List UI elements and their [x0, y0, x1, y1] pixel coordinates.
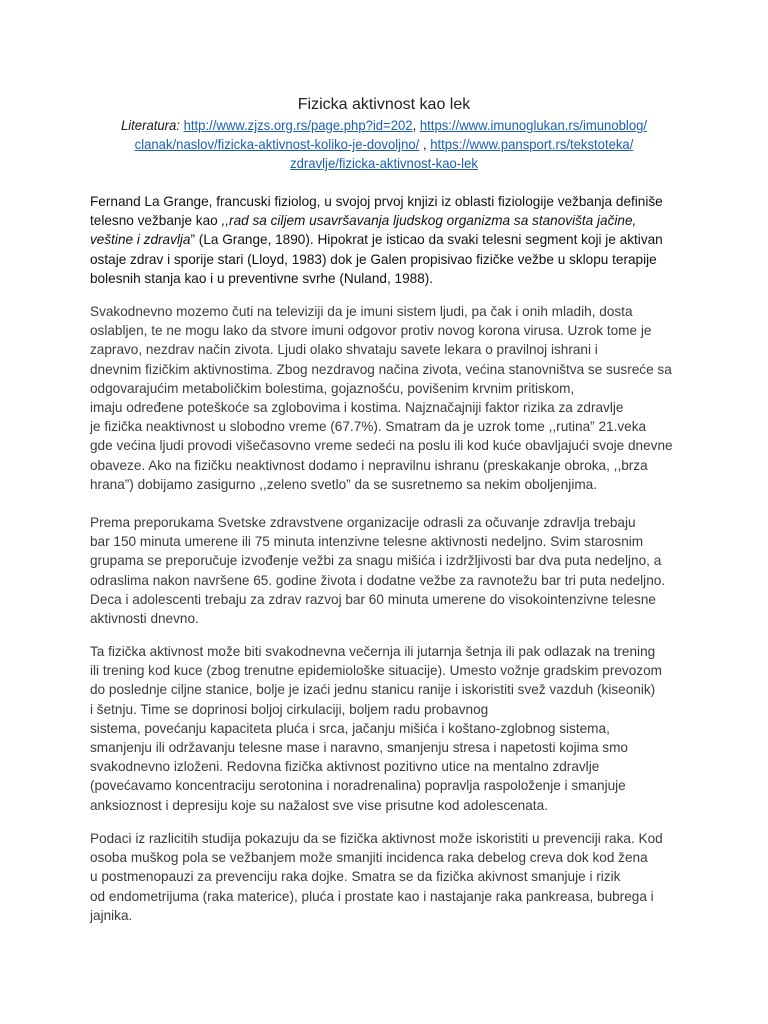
- text-line: (povećavamo koncentraciju serotonina i noradrenalina) popravlja raspoloženje i smanjuje: [90, 778, 626, 794]
- reference-link-imunoglukan[interactable]: https://www.imunoglukan.rs/imunoblog/: [419, 118, 648, 133]
- text-line: odraslima nakon navršene 65. godine života i dodatne vežbe za ravnotežu bar tri puta nedeljno.: [90, 572, 666, 588]
- text-line: gde većina ljudi provodi višečasovno vreme sedeći na poslu ili kod kuće obavljajući svoje dnevne: [90, 438, 673, 454]
- text-line: Ta fizička aktivnost može biti svakodnevna večernja ili jutarnja šetnja ili pak odlazak na trening: [90, 644, 656, 659]
- text-line: smanjenju ili održavanju telesne mase i naravno, smanjenju stresa i napetosti kojima smo: [90, 740, 628, 756]
- paragraph-cancer-prevention: [90, 829, 690, 925]
- literature-line: [14, 154, 754, 173]
- text-line: zapravo, nezdrav način zivota. Ljudi olako shvataju savete lekara o pravilnoj ishrani i: [90, 342, 598, 358]
- text-line: [90, 211, 690, 230]
- text-line: svakodnevno izloženi. Redovna fizička aktivnost pozitivno utice na mentalno zdravlje: [90, 759, 600, 775]
- text-line: i šetnju. Time se doprinosi boljoj cirkulaciji, boljem radu probavnog: [90, 701, 489, 717]
- text-line: bolesnih stanja kao i u preventivne svrhe (Nuland, 1988).: [90, 270, 434, 286]
- paragraph-lifestyle: [90, 302, 690, 494]
- text-line: od endometrijuma (raka materice), pluća i prostate kao i nastajanje raka pankreasa, bubrega i: [90, 888, 654, 904]
- literature-label: Literatura:: [120, 118, 180, 133]
- reference-link-pansport-cont[interactable]: zdravlje/fizicka-aktivnost-kao-lek: [290, 156, 478, 171]
- reference-link-zjzs[interactable]: http://www.zjzs.org.rs/page.php?id=202: [183, 118, 413, 133]
- text-line: bar 150 minuta umerene ili 75 minuta intenzivne telesne aktivnosti nedeljno. Svim starosnim: [90, 534, 644, 550]
- text-line: u postmenopauzi za prevenciju raka dojke. Smatra se da fizička akivnost smanjuje i rizik: [90, 869, 621, 885]
- text-line: Deca i adolescenti trebaju za zdrav razvoj bar 60 minuta umerene do visokointenzivne telesne: [90, 591, 656, 607]
- text-line: odgovarajućim metaboličkim bolestima, gojaznošću, povišenim krvnim pritiskom,: [90, 380, 575, 396]
- literature-references: [0, 116, 768, 173]
- text-line: grupama se preporučuje izvođenje vežbi za snagu mišića i izdržljivosti bar dva puta nedeljno, a: [90, 553, 662, 569]
- text-line: do poslednje ciljne stanice, bolje je izaći jednu stanicu ranije i iskoristiti svež vazduh (kiseonik): [90, 682, 656, 698]
- text-line: Svakodnevno mozemo čuti na televiziji da je imuni sistem ljudi, pa čak i onih mladih, dosta: [90, 304, 633, 319]
- text-line: Prema preporukama Svetske zdravstvene organizacije odrasli za očuvanje zdravlja trebaju: [90, 515, 636, 530]
- paragraph-activity: [90, 642, 690, 815]
- paragraph-recommendations: [90, 513, 690, 628]
- separator: ,: [419, 137, 431, 152]
- quote-segment: ,,rad sa ciljem usavršavanja ljudskog organizma sa stanovišta jačine,: [221, 213, 637, 229]
- text-line: je fizička neaktivnost u slobodno vreme (67.7%). Smatram da je uzrok tome ,,rutina” 21.veka: [90, 419, 647, 435]
- paragraph-intro: [90, 192, 690, 288]
- reference-link-pansport[interactable]: https://www.pansport.rs/tekstoteka/: [430, 137, 634, 152]
- text-segment: telesno vežbanje kao: [90, 213, 222, 229]
- text-line: dnevnim fizičkim aktivnostima. Zbog nezdravog načina zivota, većina stanovništva se susreće sa: [90, 361, 672, 377]
- separator: ,: [412, 118, 417, 133]
- text-segment: ” (La Grange, 1890). Hipokrat je isticao da svaki telesni segment koji je aktivan: [190, 232, 663, 248]
- literature-line: [14, 135, 754, 154]
- reference-link-imunoglukan-cont[interactable]: clanak/naslov/fizicka-aktivnost-koliko-je-dovoljno/: [134, 137, 420, 152]
- text-line: [90, 230, 690, 249]
- quote-segment: veštine i zdravlja: [90, 232, 191, 248]
- literature-line: [14, 116, 754, 135]
- text-line: hrana”) dobijamo zasigurno ,,zeleno svetlo” da se susretnemo sa nekim oboljenjima.: [90, 476, 598, 492]
- text-line: Podaci iz razlicitih studija pokazuju da se fizička aktivnost može iskoristiti u prevenciji raka. Kod: [90, 831, 663, 846]
- text-line: ili trening kod kuce (zbog trenutne epidemiološke situacije). Umesto vožnje gradskim prevozom: [90, 663, 662, 679]
- text-line: jajnika.: [90, 907, 133, 923]
- text-line: ostaje zdrav i sporije stari (Lloyd, 1983) dok je Galen propisivao fizičke vežbe u sklopu terapije: [90, 251, 657, 267]
- text-line: oslabljen, te ne mogu lako da stvore imuni odgovor protiv novog korona virusa. Uzrok tome je: [90, 323, 652, 339]
- page-title: Fizicka aktivnost kao lek: [297, 96, 471, 113]
- text-line: Fernand La Grange, francuski fiziolog, u svojoj prvoj knjizi iz oblasti fiziologije vežbanja definiše: [90, 194, 663, 209]
- text-line: imaju određene poteškoće sa zglobovima i kostima. Najznačajniji faktor rizika za zdravlje: [90, 400, 624, 416]
- text-line: aktivnosti dnevno.: [90, 611, 199, 627]
- text-line: osoba muškog pola se vežbanjem može smanjiti incidenca raka debelog creva dok kod žena: [90, 850, 648, 866]
- text-line: obaveze. Ako na fizičku neaktivnost dodamo i nepravilnu ishranu (preskakanje obroka, ,,brza: [90, 457, 648, 473]
- text-line: anksioznost i depresiju koje su nažalost sve vise prisutne kod adolescenata.: [90, 797, 548, 813]
- text-line: sistema, povećanju kapaciteta pluća i srca, jačanju mišića i koštano-zglobnog sistema,: [90, 720, 610, 736]
